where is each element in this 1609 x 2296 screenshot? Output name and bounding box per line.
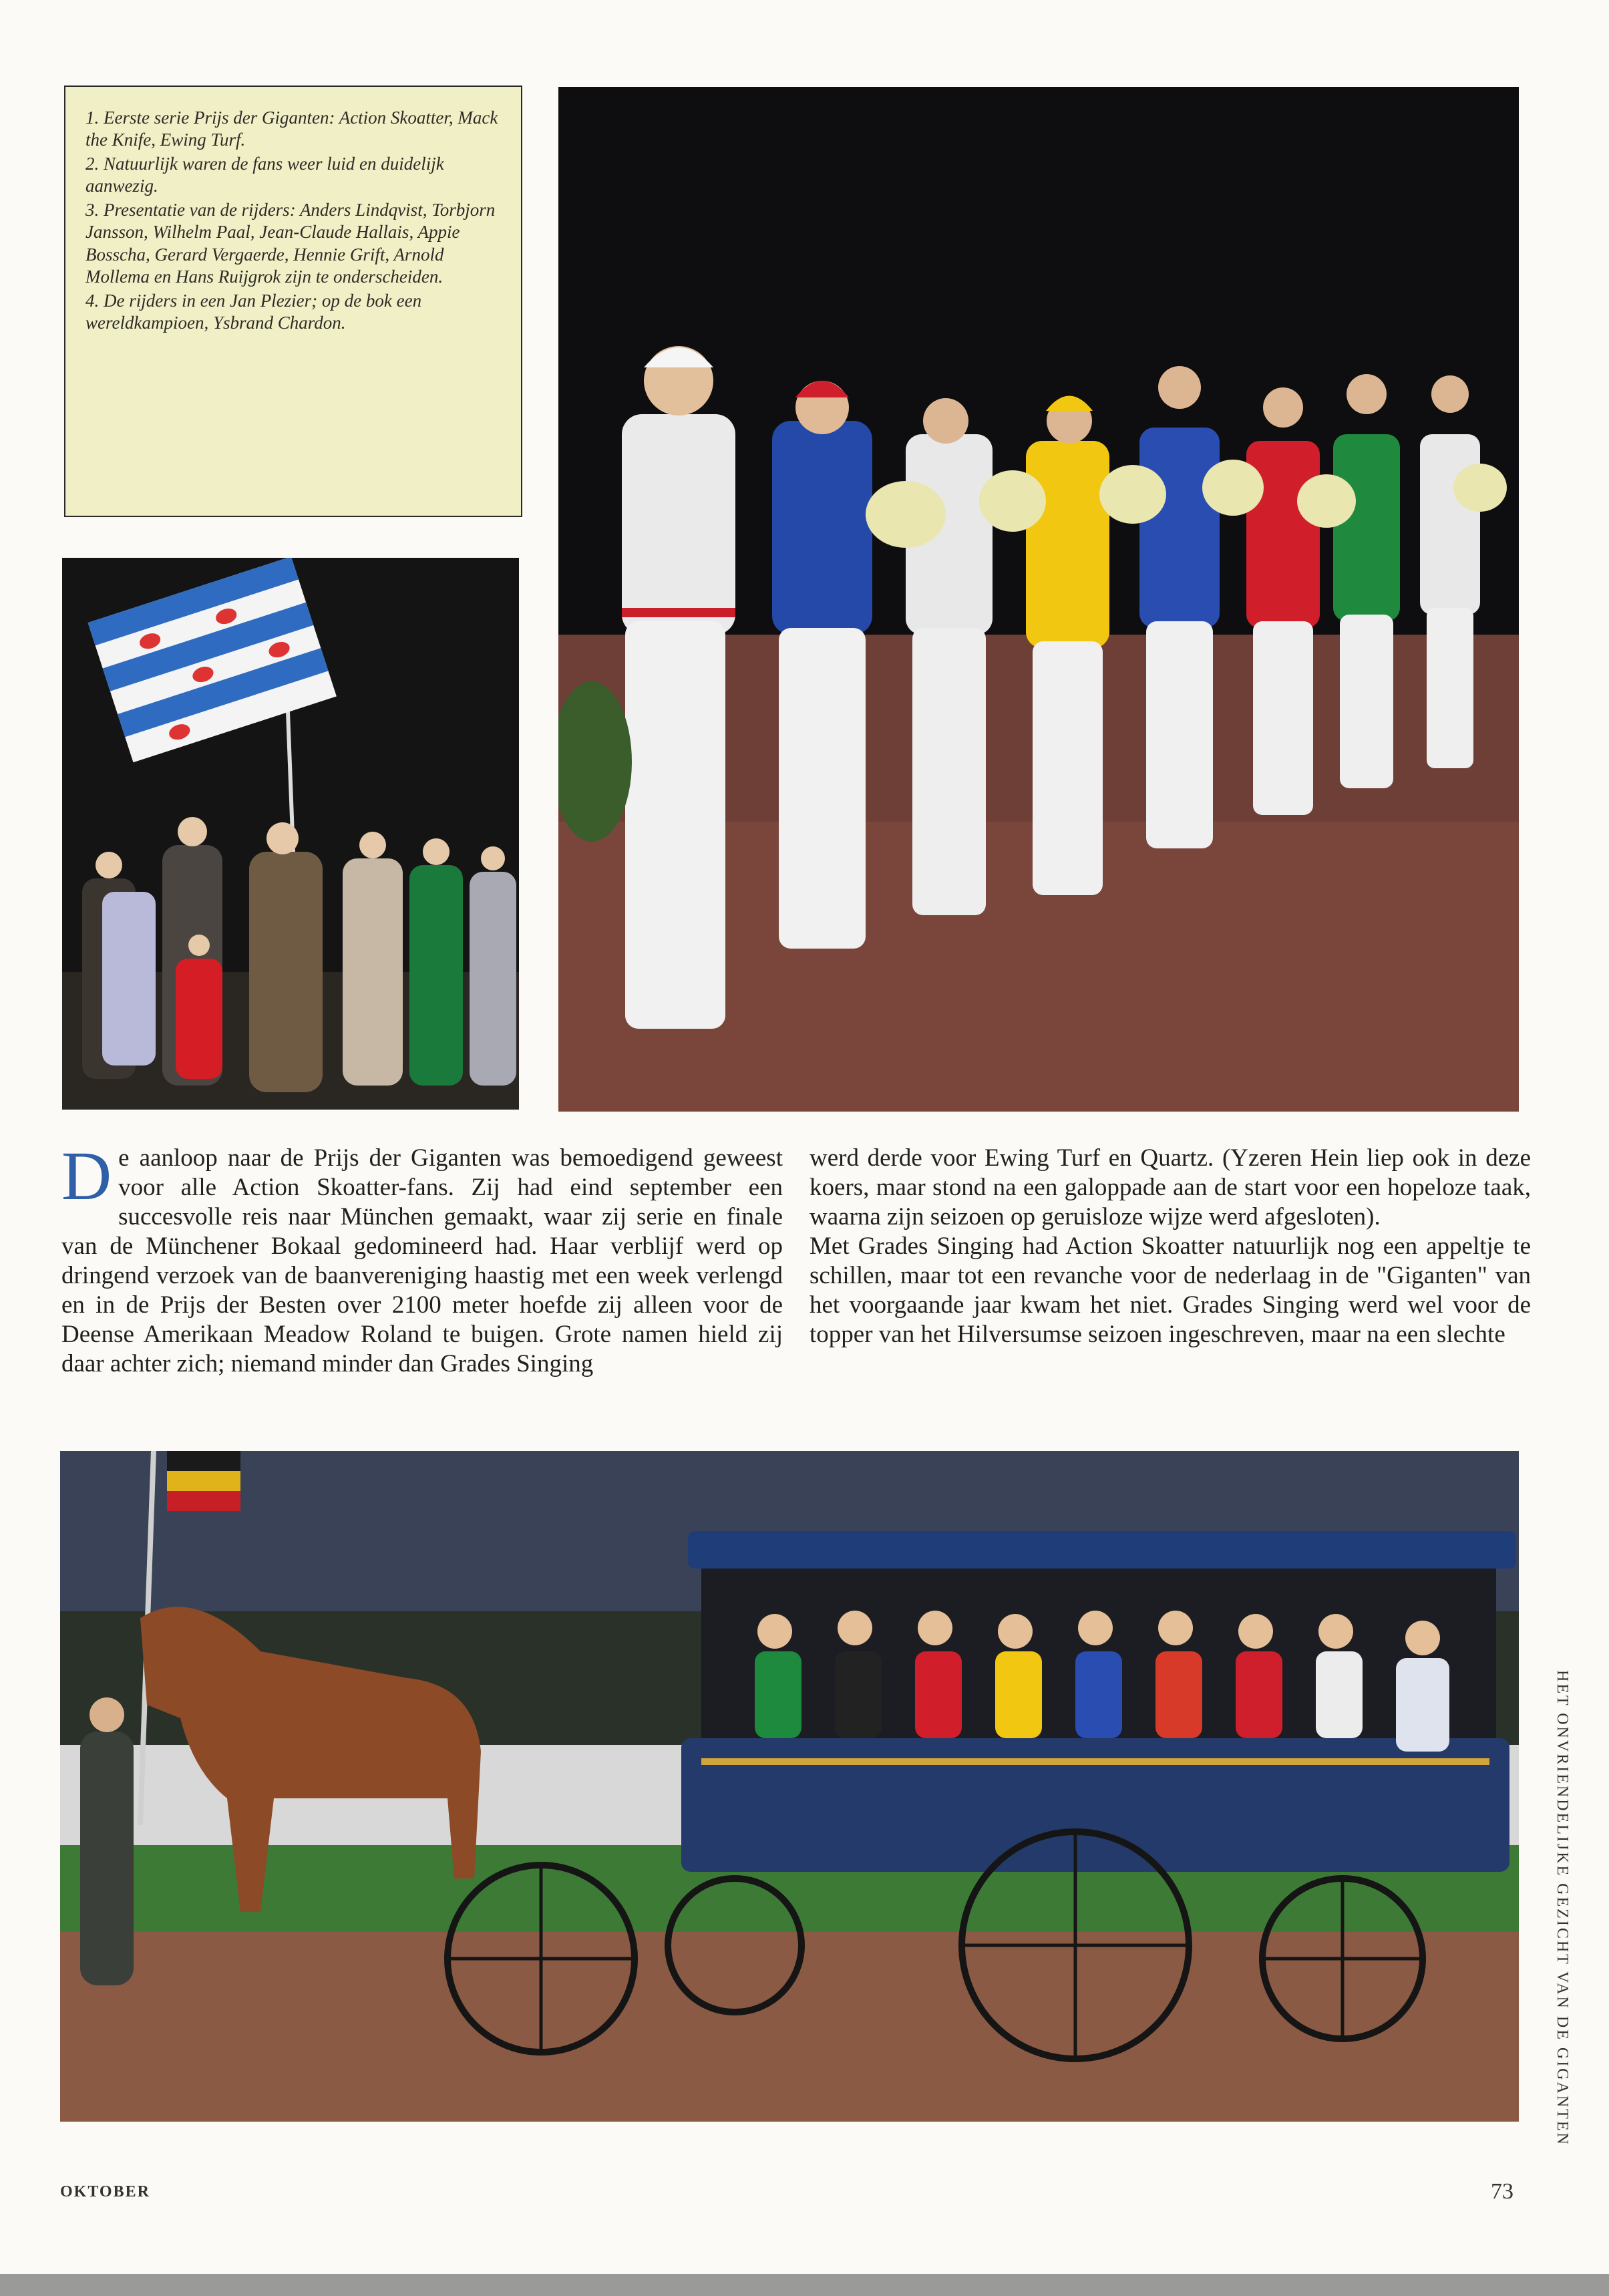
photo-riders-in-coach — [60, 1451, 1519, 2122]
article-column-right — [810, 1144, 1531, 1424]
photo-caption-box — [64, 86, 522, 517]
photo-riders-presentation — [558, 87, 1519, 1112]
caption-line-1: 1. Eerste serie Prijs der Giganten: Action Skoatter, Mack the Knife, Ewing Turf. — [85, 108, 498, 150]
page-number: 73 — [1491, 2179, 1513, 2204]
article-text-left: e aanloop naar de Prijs der Giganten was bemoedigend geweest voor alle Action Skoatter-fans. Zij had eind september een succesvolle reis naar München gemaakt, waar zij serie en finale van de Münchener Bokaal gedomineerd had. Haar verblijf werd op dringend verzoek van de baanvereniging haastig met een week verlengd en in de Prijs der Besten over 2100 meter hoefde zij alleen voor de Deense Amerikaan Meadow Roland te buigen. Grote namen hield zij daar achter zich; niemand minder dan Grades Singing — [61, 1144, 783, 1377]
bottom-scan-band — [0, 2274, 1609, 2296]
footer-month: OKTOBER — [60, 2183, 150, 2200]
dropcap-letter: D — [61, 1144, 112, 1214]
article-column-left — [61, 1144, 783, 1424]
photo-fans-with-flag — [62, 558, 519, 1110]
article-text-right-paragraph-2: Met Grades Singing had Action Skoatter natuurlijk nog een appeltje te schillen, maar tot een revanche voor de nederlaag in de "Giganten" van het voorgaande jaar kwam het niet. Grades Singing werd wel voor de topper van het Hilversumse seizoen ingeschreven, maar na een slechte — [810, 1233, 1531, 1348]
side-title: HET ONVRIENDELIJKE GEZICHT VAN DE GIGANTEN — [1554, 1670, 1571, 2146]
caption-line-2: 2. Natuurlijk waren de fans weer luid en duidelijk aanwezig. — [85, 153, 444, 196]
caption-line-3: 3. Presentatie van de rijders: Anders Lindqvist, Torbjorn Jansson, Wilhelm Paal, Jean-Claude Hallais, Appie Bosscha, Gerard Vergaerde, Hennie Grift, Arnold Mollema en Hans Ruijgrok zijn te onderscheiden. — [85, 199, 496, 287]
caption-line-4: 4. De rijders in een Jan Plezier; op de bok een wereldkampioen, Ysbrand Chardon. — [85, 290, 422, 333]
article-text-right-paragraph-1: werd derde voor Ewing Turf en Quartz. (Yzeren Hein liep ook in deze koers, maar stond na een galoppade aan de start voor een hopeloze taak, waarna zijn seizoen op geruisloze wijze werd afgesloten). — [810, 1144, 1531, 1231]
